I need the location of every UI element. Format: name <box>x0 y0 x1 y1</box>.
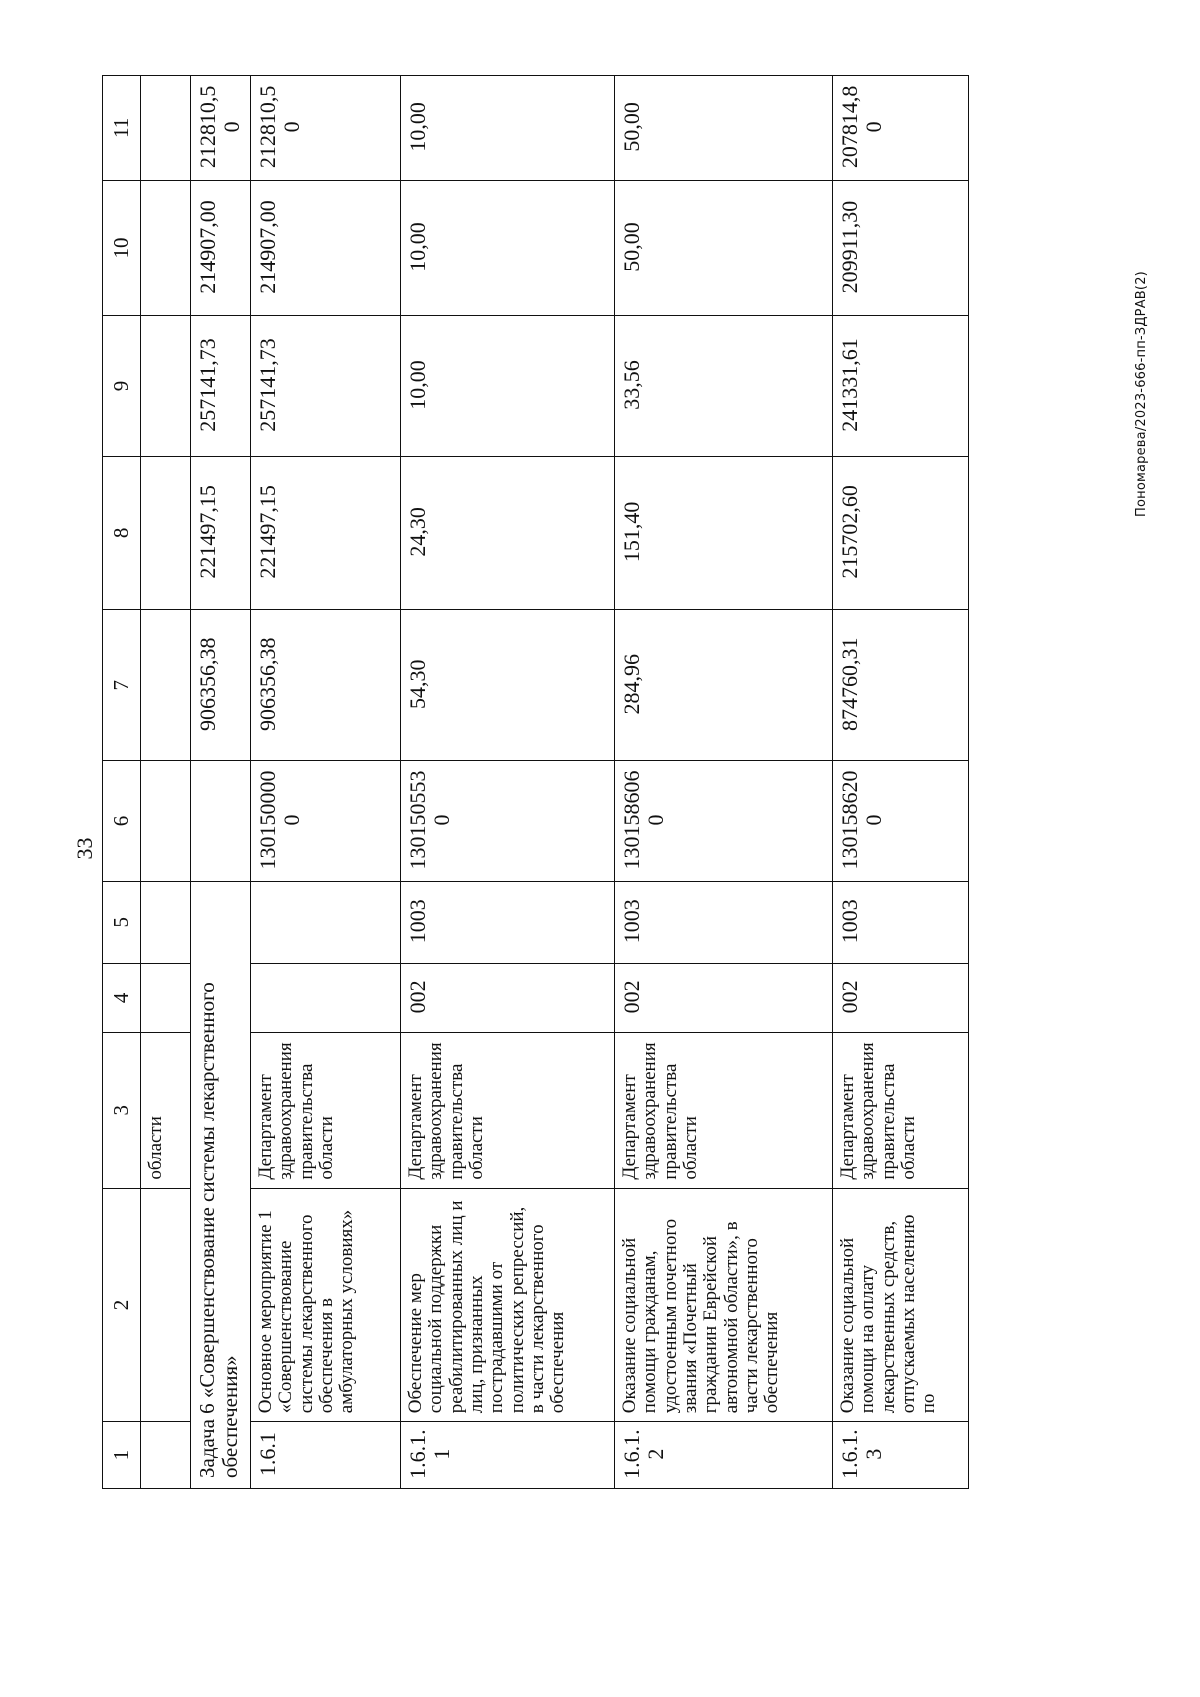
activity-name: Оказание социальной помощи гражданам, удостоенным почетного звания «Почетный гражданин Еврейской автономной области», в части лекарственного обеспечения <box>615 1188 833 1422</box>
column-number-row <box>103 76 141 1489</box>
code-cell: 1301500000 <box>251 761 401 881</box>
amount-cell: 207814,80 <box>833 76 969 181</box>
amount-cell: 10,00 <box>401 316 615 456</box>
task-title: Задача 6 «Совершенствование системы лекарственного обеспечения» <box>191 881 251 1488</box>
code-cell: 002 <box>401 963 615 1032</box>
column-header: 8 <box>103 456 141 610</box>
amount-cell: 214907,00 <box>191 180 251 316</box>
table-row <box>615 76 833 1489</box>
item-number: 1.6.1.2 <box>615 1422 833 1489</box>
executor-name: Департамент здравоохранения правительства области <box>251 1032 401 1188</box>
executor-name: Департамент здравоохранения правительства области <box>615 1032 833 1188</box>
table-row <box>251 76 401 1489</box>
code-cell: 1003 <box>401 881 615 963</box>
amount-cell: 874760,31 <box>833 610 969 761</box>
executor-name: Департамент здравоохранения правительства области <box>401 1032 615 1188</box>
column-header: 2 <box>103 1188 141 1422</box>
amount-cell: 214907,00 <box>251 180 401 316</box>
column-header: 3 <box>103 1032 141 1188</box>
table-row <box>833 76 969 1489</box>
amount-cell: 10,00 <box>401 180 615 316</box>
code-cell: 1003 <box>833 881 969 963</box>
code-cell: 1301505530 <box>401 761 615 881</box>
column-header: 5 <box>103 881 141 963</box>
table-row <box>401 76 615 1489</box>
amount-cell: 33,56 <box>615 316 833 456</box>
code-cell: 1003 <box>615 881 833 963</box>
column-header: 1 <box>103 1422 141 1489</box>
code-cell: 1301586200 <box>833 761 969 881</box>
amount-cell: 257141,73 <box>251 316 401 456</box>
code-cell <box>251 881 401 963</box>
amount-cell: 215702,60 <box>833 456 969 610</box>
amount-cell: 54,30 <box>401 610 615 761</box>
column-header: 7 <box>103 610 141 761</box>
task-row <box>191 76 251 1489</box>
amount-cell: 212810,50 <box>191 76 251 181</box>
amount-cell: 212810,50 <box>251 76 401 181</box>
code-cell: 002 <box>615 963 833 1032</box>
item-number: 1.6.1.1 <box>401 1422 615 1489</box>
amount-cell: 50,00 <box>615 76 833 181</box>
activity-name: Обеспечение мер социальной поддержки реабилитированных лиц и лиц, признанных пострадавшими от политических репрессий, в части лекарственного обеспечения <box>401 1188 615 1422</box>
code-cell: 1301586060 <box>615 761 833 881</box>
column-header: 4 <box>103 963 141 1032</box>
document-footer-tag: Пономарева/2023-666-пп-ЗДРАВ(2) <box>1134 271 1149 517</box>
activity-name: Основное мероприятие 1 «Совершенствование системы лекарственного обеспечения в амбулаторных условиях» <box>251 1188 401 1422</box>
amount-cell: 257141,73 <box>191 316 251 456</box>
amount-cell: 906356,38 <box>191 610 251 761</box>
continuation-row <box>141 76 191 1489</box>
continued-executor-cell: области <box>141 1032 191 1188</box>
amount-cell: 50,00 <box>615 180 833 316</box>
amount-cell: 10,00 <box>401 76 615 181</box>
amount-cell: 151,40 <box>615 456 833 610</box>
amount-cell: 209911,30 <box>833 180 969 316</box>
column-header: 6 <box>103 761 141 881</box>
budget-table <box>102 75 969 1489</box>
column-header: 10 <box>103 180 141 316</box>
column-header: 11 <box>103 76 141 181</box>
item-number: 1.6.1.3 <box>833 1422 969 1489</box>
page-number: 33 <box>72 837 97 860</box>
amount-cell: 221497,15 <box>251 456 401 610</box>
executor-name: Департамент здравоохранения правительства области <box>833 1032 969 1188</box>
amount-cell: 221497,15 <box>191 456 251 610</box>
amount-cell: 906356,38 <box>251 610 401 761</box>
amount-cell: 24,30 <box>401 456 615 610</box>
code-cell: 002 <box>833 963 969 1032</box>
column-header: 9 <box>103 316 141 456</box>
code-cell <box>251 963 401 1032</box>
amount-cell: 241331,61 <box>833 316 969 456</box>
amount-cell: 284,96 <box>615 610 833 761</box>
item-number: 1.6.1 <box>251 1422 401 1489</box>
activity-name: Оказание социальной помощи на оплату лекарственных средств, отпускаемых населению по <box>833 1188 969 1422</box>
